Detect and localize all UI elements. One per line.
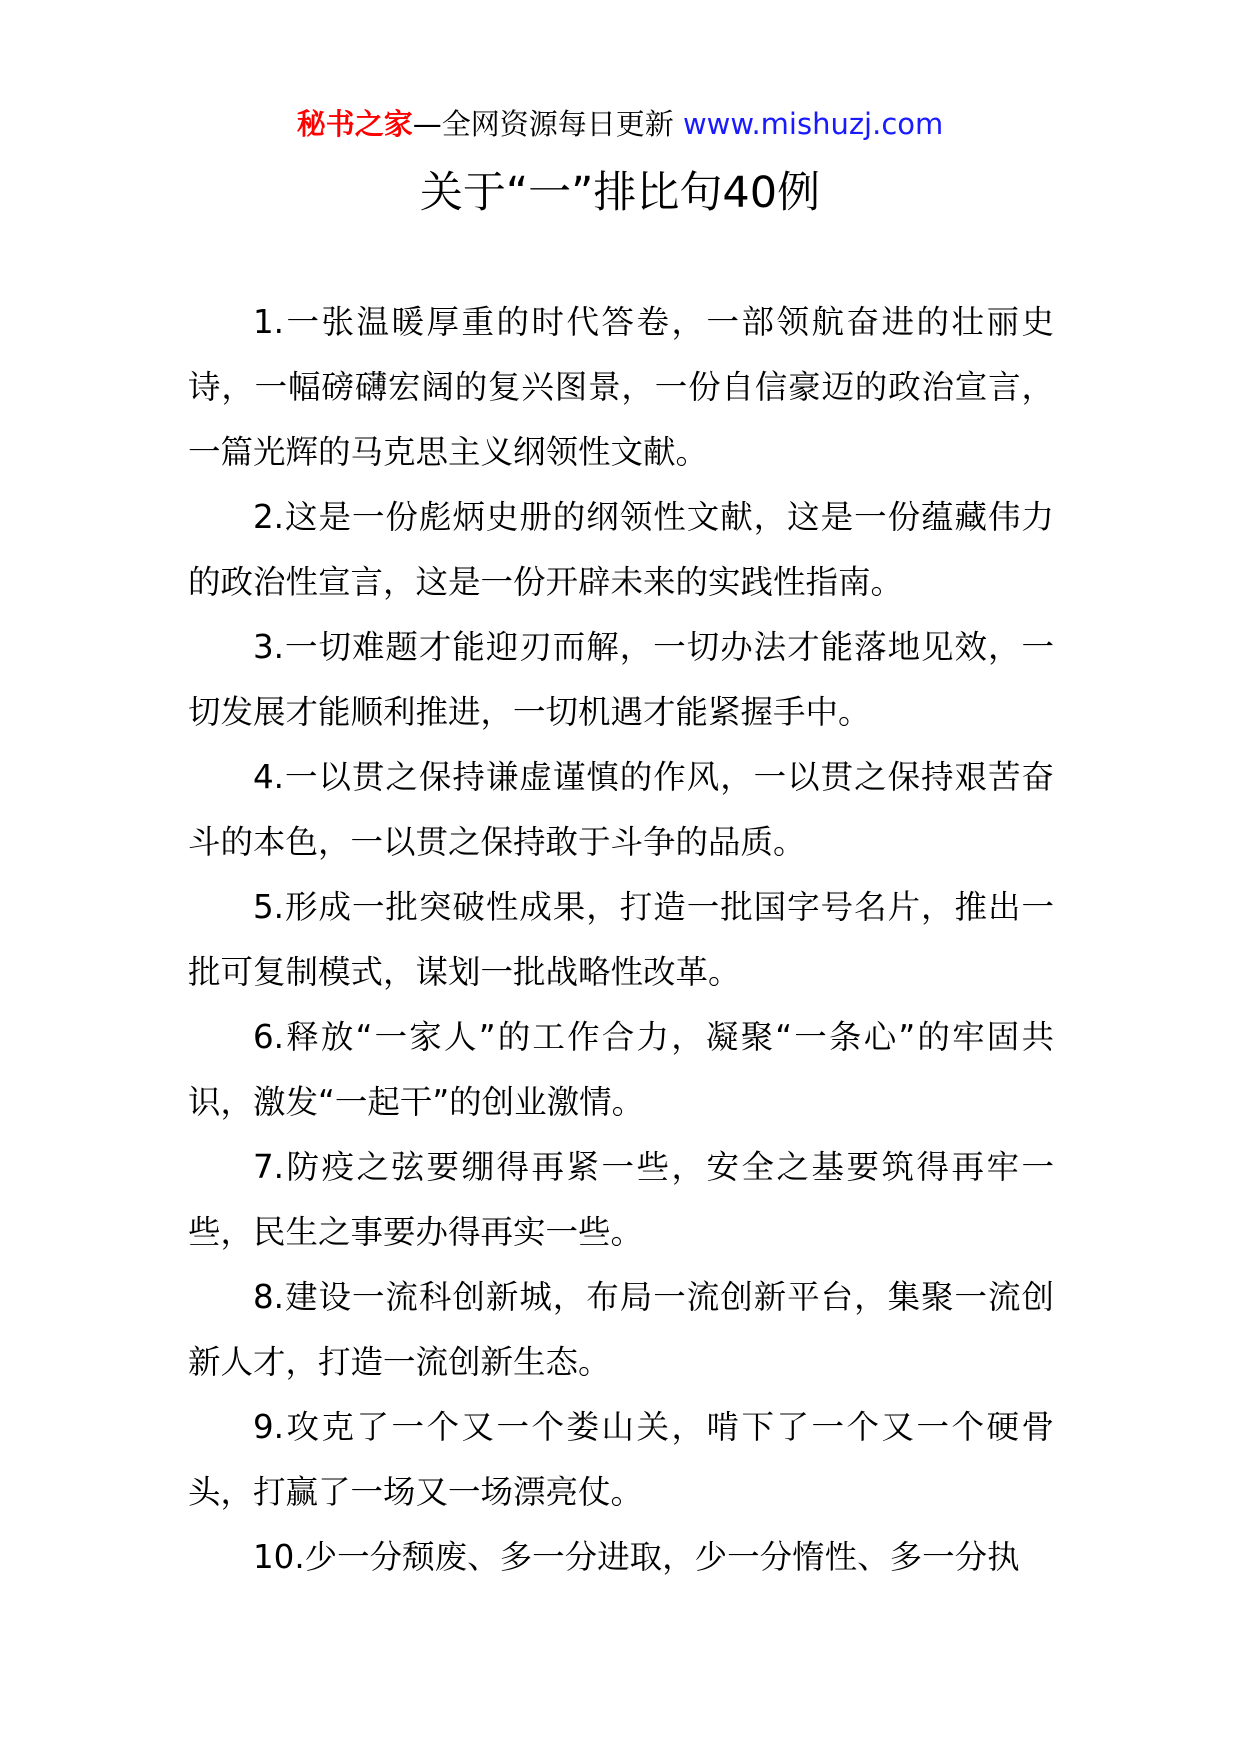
paragraph: 5.形成一批突破性成果，打造一批国字号名片，推出一批可复制模式，谋划一批战略性改革。 [188, 888, 1054, 991]
site-name: 秘书之家 [296, 107, 413, 141]
paragraph: 2.这是一份彪炳史册的纲领性文献，这是一份蕴藏伟力的政治性宣言，这是一份开辟未来的实践性指南。 [188, 498, 1054, 601]
paragraph: 6.释放“一家人”的工作合力，凝聚“一条心”的牢固共识，激发“一起干”的创业激情。 [188, 1018, 1054, 1121]
paragraph: 7.防疫之弦要绷得再紧一些，安全之基要筑得再牢一些，民生之事要办得再实一些。 [188, 1148, 1054, 1251]
paragraph: 8.建设一流科创新城，布局一流创新平台，集聚一流创新人才，打造一流创新生态。 [188, 1278, 1054, 1381]
site-url-link[interactable]: www.mishuzj.com [682, 107, 944, 141]
site-header [0, 100, 1240, 148]
site-slogan: —全网资源每日更新 [412, 107, 683, 141]
paragraph: 3.一切难题才能迎刃而解，一切办法才能落地见效，一切发展才能顺利推进，一切机遇才能紧握手中。 [188, 628, 1054, 731]
paragraph: 9.攻克了一个又一个娄山关，啃下了一个又一个硬骨头，打赢了一场又一场漂亮仗。 [188, 1408, 1054, 1511]
paragraph: 1.一张温暖厚重的时代答卷，一部领航奋进的壮丽史诗，一幅磅礴宏阔的复兴图景，一份自信豪迈的政治宣言，一篇光辉的马克思主义纲领性文献。 [188, 303, 1054, 471]
paragraph: 4.一以贯之保持谦虚谨慎的作风，一以贯之保持艰苦奋斗的本色，一以贯之保持敢于斗争的品质。 [188, 758, 1054, 861]
paragraph: 10.少一分颓废、多一分进取，少一分惰性、多一分执 [253, 1538, 1020, 1576]
document-title: 关于“一”排比句40例 [419, 168, 821, 218]
document-body [188, 290, 1054, 1590]
